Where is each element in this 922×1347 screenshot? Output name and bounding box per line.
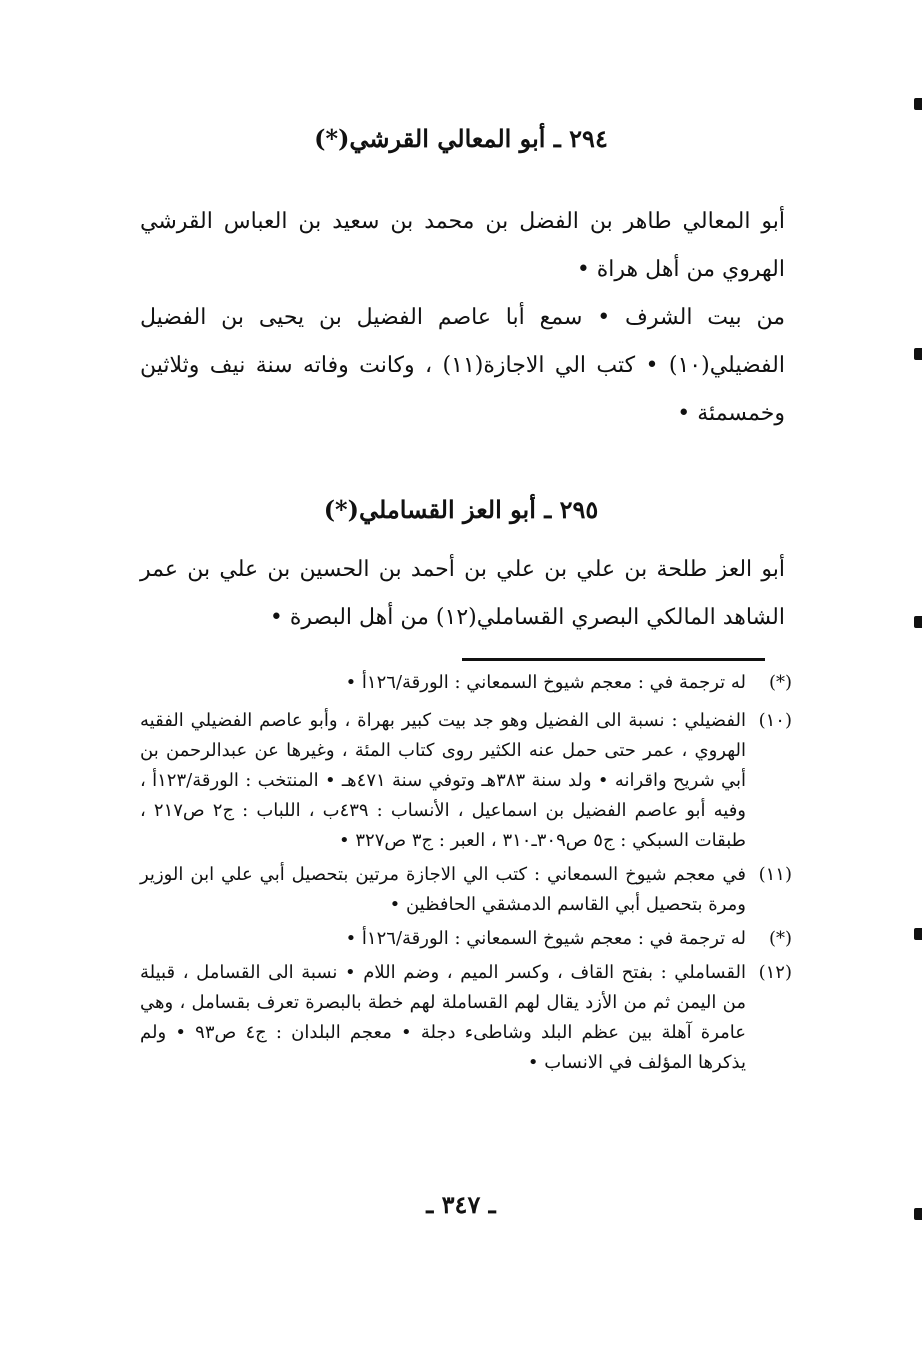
footnote xyxy=(140,860,792,920)
footnote xyxy=(140,706,792,856)
entry-294-heading: ٢٩٤ ـ أبو المعالي القرشي(*) xyxy=(314,124,608,153)
entry-295-heading: ٢٩٥ ـ أبو العز القساملي(*) xyxy=(323,495,599,524)
footnote-number: (١٠) xyxy=(758,710,792,731)
footnote-number: (*) xyxy=(768,672,792,693)
footnote-number: (*) xyxy=(768,928,792,949)
footnote xyxy=(140,668,792,698)
footnote-text: له ترجمة في : معجم شيوخ السمعاني : الورقة/١٢٦أ • xyxy=(345,928,746,949)
footnote xyxy=(140,924,792,954)
footnote-text: الفضيلي : نسبة الى الفضيل وهو جد بيت كبير بهراة ، وأبو عاصم الفضيلي الفقيه الهروي ، عمر حتى حمل عنه الكثير روى كتاب المئة ، وغيرها عن عبدالرحمن بن أبي شريح واقرانه • ولد سنة ٣٨٣هـ وتوفي سنة ٤٧١هـ • المنتخب : الورقة/١٢٣أ ، وفيه أبو عاصم الفضيل بن اسماعيل ، الأنساب : ٤٣٩ب ، اللباب : ج٢ ص٢١٧ ، طبقات السبكي : ج٥ ص٣٠٩ـ٣١٠ ، العبر : ج٣ ص٣٢٧ • xyxy=(140,710,747,851)
entry-295-paragraph-1: أبو العز طلحة بن علي بن علي بن أحمد بن الحسين بن علي بن عمر الشاهد المالكي البصري القساملي(١٢) من أهل البصرة • xyxy=(140,557,785,630)
footnote-text: له ترجمة في : معجم شيوخ السمعاني : الورقة/١٢٦أ • xyxy=(345,672,746,693)
footnote-separator xyxy=(462,658,765,661)
footnote xyxy=(140,958,792,1078)
footnote-number: (١١) xyxy=(758,864,792,885)
footnote-number: (١٢) xyxy=(758,962,792,983)
entry-294-paragraph-2: من بيت الشرف • سمع أبا عاصم الفضيل بن يحيى بن الفضيل الفضيلي(١٠) • كتب الي الاجازة(١١) ، وكانت وفاته سنة نيف وثلاثين وخمسمئة • xyxy=(140,305,785,426)
footnote-text: في معجم شيوخ السمعاني : كتب الي الاجازة مرتين بتحصيل أبي علي ابن الوزير ومرة بتحصيل أبي القاسم الدمشقي الحافظين • xyxy=(140,864,746,915)
edge-mark xyxy=(914,348,922,360)
edge-mark xyxy=(914,616,922,628)
page-number: ـ ٣٤٧ ـ xyxy=(426,1190,496,1219)
footnote-text: القساملي : بفتح القاف ، وكسر الميم ، وضم اللام • نسبة الى القسامل ، قبيلة من اليمن ثم من الأزد يقال لهم القساملة لهم خطة بالبصرة تعرف بقسامل ، وهي عامرة آهلة بين عظم البلد وشاطىء دجلة • معجم البلدان : ج٤ ص٩٣ • ولم يذكرها المؤلف في الانساب • xyxy=(140,962,747,1073)
edge-mark xyxy=(914,98,922,110)
footnotes xyxy=(140,668,792,1078)
edge-mark xyxy=(914,1208,922,1220)
entry-294-paragraph-1: أبو المعالي طاهر بن الفضل بن محمد بن سعيد بن العباس القرشي الهروي من أهل هراة • xyxy=(140,209,785,282)
edge-mark xyxy=(914,928,922,940)
